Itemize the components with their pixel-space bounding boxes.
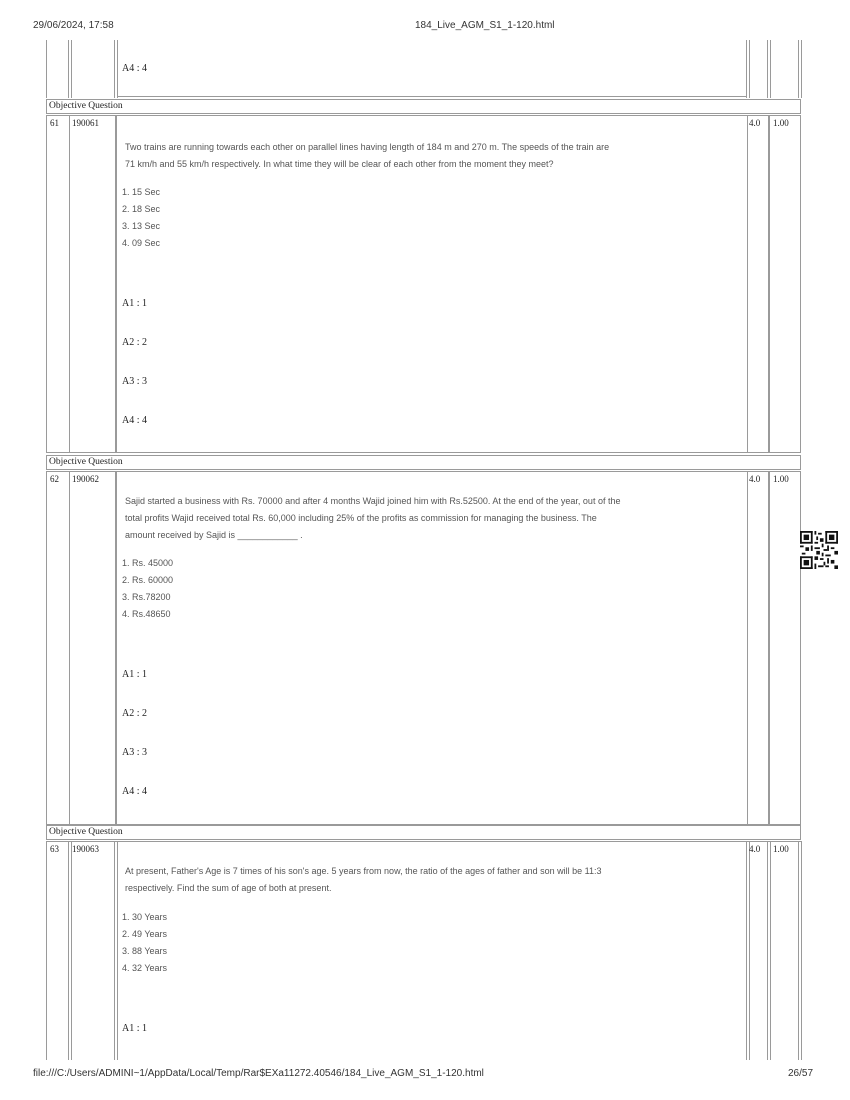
option-item: 4. 09 Sec <box>122 238 161 248</box>
print-title: 184_Live_AGM_S1_1-120.html <box>415 20 555 31</box>
options-list <box>122 555 173 623</box>
section-title: Objective Question <box>49 101 123 111</box>
option-item: 3. 88 Years <box>122 946 168 956</box>
option-item: 1. Rs. 45000 <box>122 558 174 568</box>
marks: 4.0 <box>749 844 761 854</box>
option-item: 2. 49 Years <box>122 929 168 939</box>
answer-line: A3 : 3 <box>122 376 147 387</box>
question-id: 190062 <box>72 474 99 484</box>
question-text: Sajid started a business with Rs. 70000 and after 4 months Wajid joined him with Rs.52500. At the end of the year, out of the total profits Wajid received total Rs. 60,000 including 25% of the profits as commission for managing the business. The amount received by Sajid is ____________ . <box>125 496 621 540</box>
option-item: 2. Rs. 60000 <box>122 575 174 585</box>
serial-number: 63 <box>50 844 59 854</box>
answer-line: A2 : 2 <box>122 337 147 348</box>
question-text: At present, Father's Age is 7 times of his son's age. 5 years from now, the ratio of the ages of father and son will be 11:3 respectively. Find the sum of age of both at present. <box>125 866 602 893</box>
answer-line: A4 : 4 <box>122 63 147 74</box>
negative-marks: 1.00 <box>773 118 789 128</box>
answer-line: A1 : 1 <box>122 1023 147 1034</box>
answer-line: A4 : 4 <box>122 786 147 797</box>
question-text: Two trains are running towards each other on parallel lines having length of 184 m and 270 m. The speeds of the train are 71 km/h and 55 km/h respectively. In what time they will be clear of each other from the moment they meet? <box>125 142 610 169</box>
marks: 4.0 <box>749 118 761 128</box>
marks: 4.0 <box>749 474 761 484</box>
page-number: 26/57 <box>788 1068 814 1079</box>
option-item: 1. 15 Sec <box>122 187 161 197</box>
print-datetime: 29/06/2024, 17:58 <box>33 20 114 31</box>
section-header <box>46 455 801 470</box>
option-item: 3. Rs.78200 <box>122 592 171 602</box>
answer-line: A3 : 3 <box>122 747 147 758</box>
answer-line: A2 : 2 <box>122 708 147 719</box>
section-title: Objective Question <box>49 457 123 467</box>
section-header <box>46 825 801 840</box>
file-path: file:///C:/Users/ADMINI~1/AppData/Local/Temp/Rar$EXa11272.40546/184_Live_AGM_S1_1-120.html <box>33 1068 484 1079</box>
negative-marks: 1.00 <box>773 474 789 484</box>
option-item: 4. Rs.48650 <box>122 609 171 619</box>
options-list <box>122 184 160 252</box>
option-item: 2. 18 Sec <box>122 204 161 214</box>
question-id: 190061 <box>72 118 99 128</box>
serial-number: 61 <box>50 118 59 128</box>
section-header <box>46 99 801 114</box>
option-item: 4. 32 Years <box>122 963 168 973</box>
option-item: 1. 30 Years <box>122 912 168 922</box>
option-item: 3. 13 Sec <box>122 221 161 231</box>
negative-marks: 1.00 <box>773 844 789 854</box>
section-title: Objective Question <box>49 827 123 837</box>
question-id: 190063 <box>72 844 99 854</box>
serial-number: 62 <box>50 474 59 484</box>
answer-line: A4 : 4 <box>122 415 147 426</box>
qr-code-icon <box>800 531 838 569</box>
answer-line: A1 : 1 <box>122 298 147 309</box>
answer-line: A1 : 1 <box>122 669 147 680</box>
options-list <box>122 909 167 977</box>
